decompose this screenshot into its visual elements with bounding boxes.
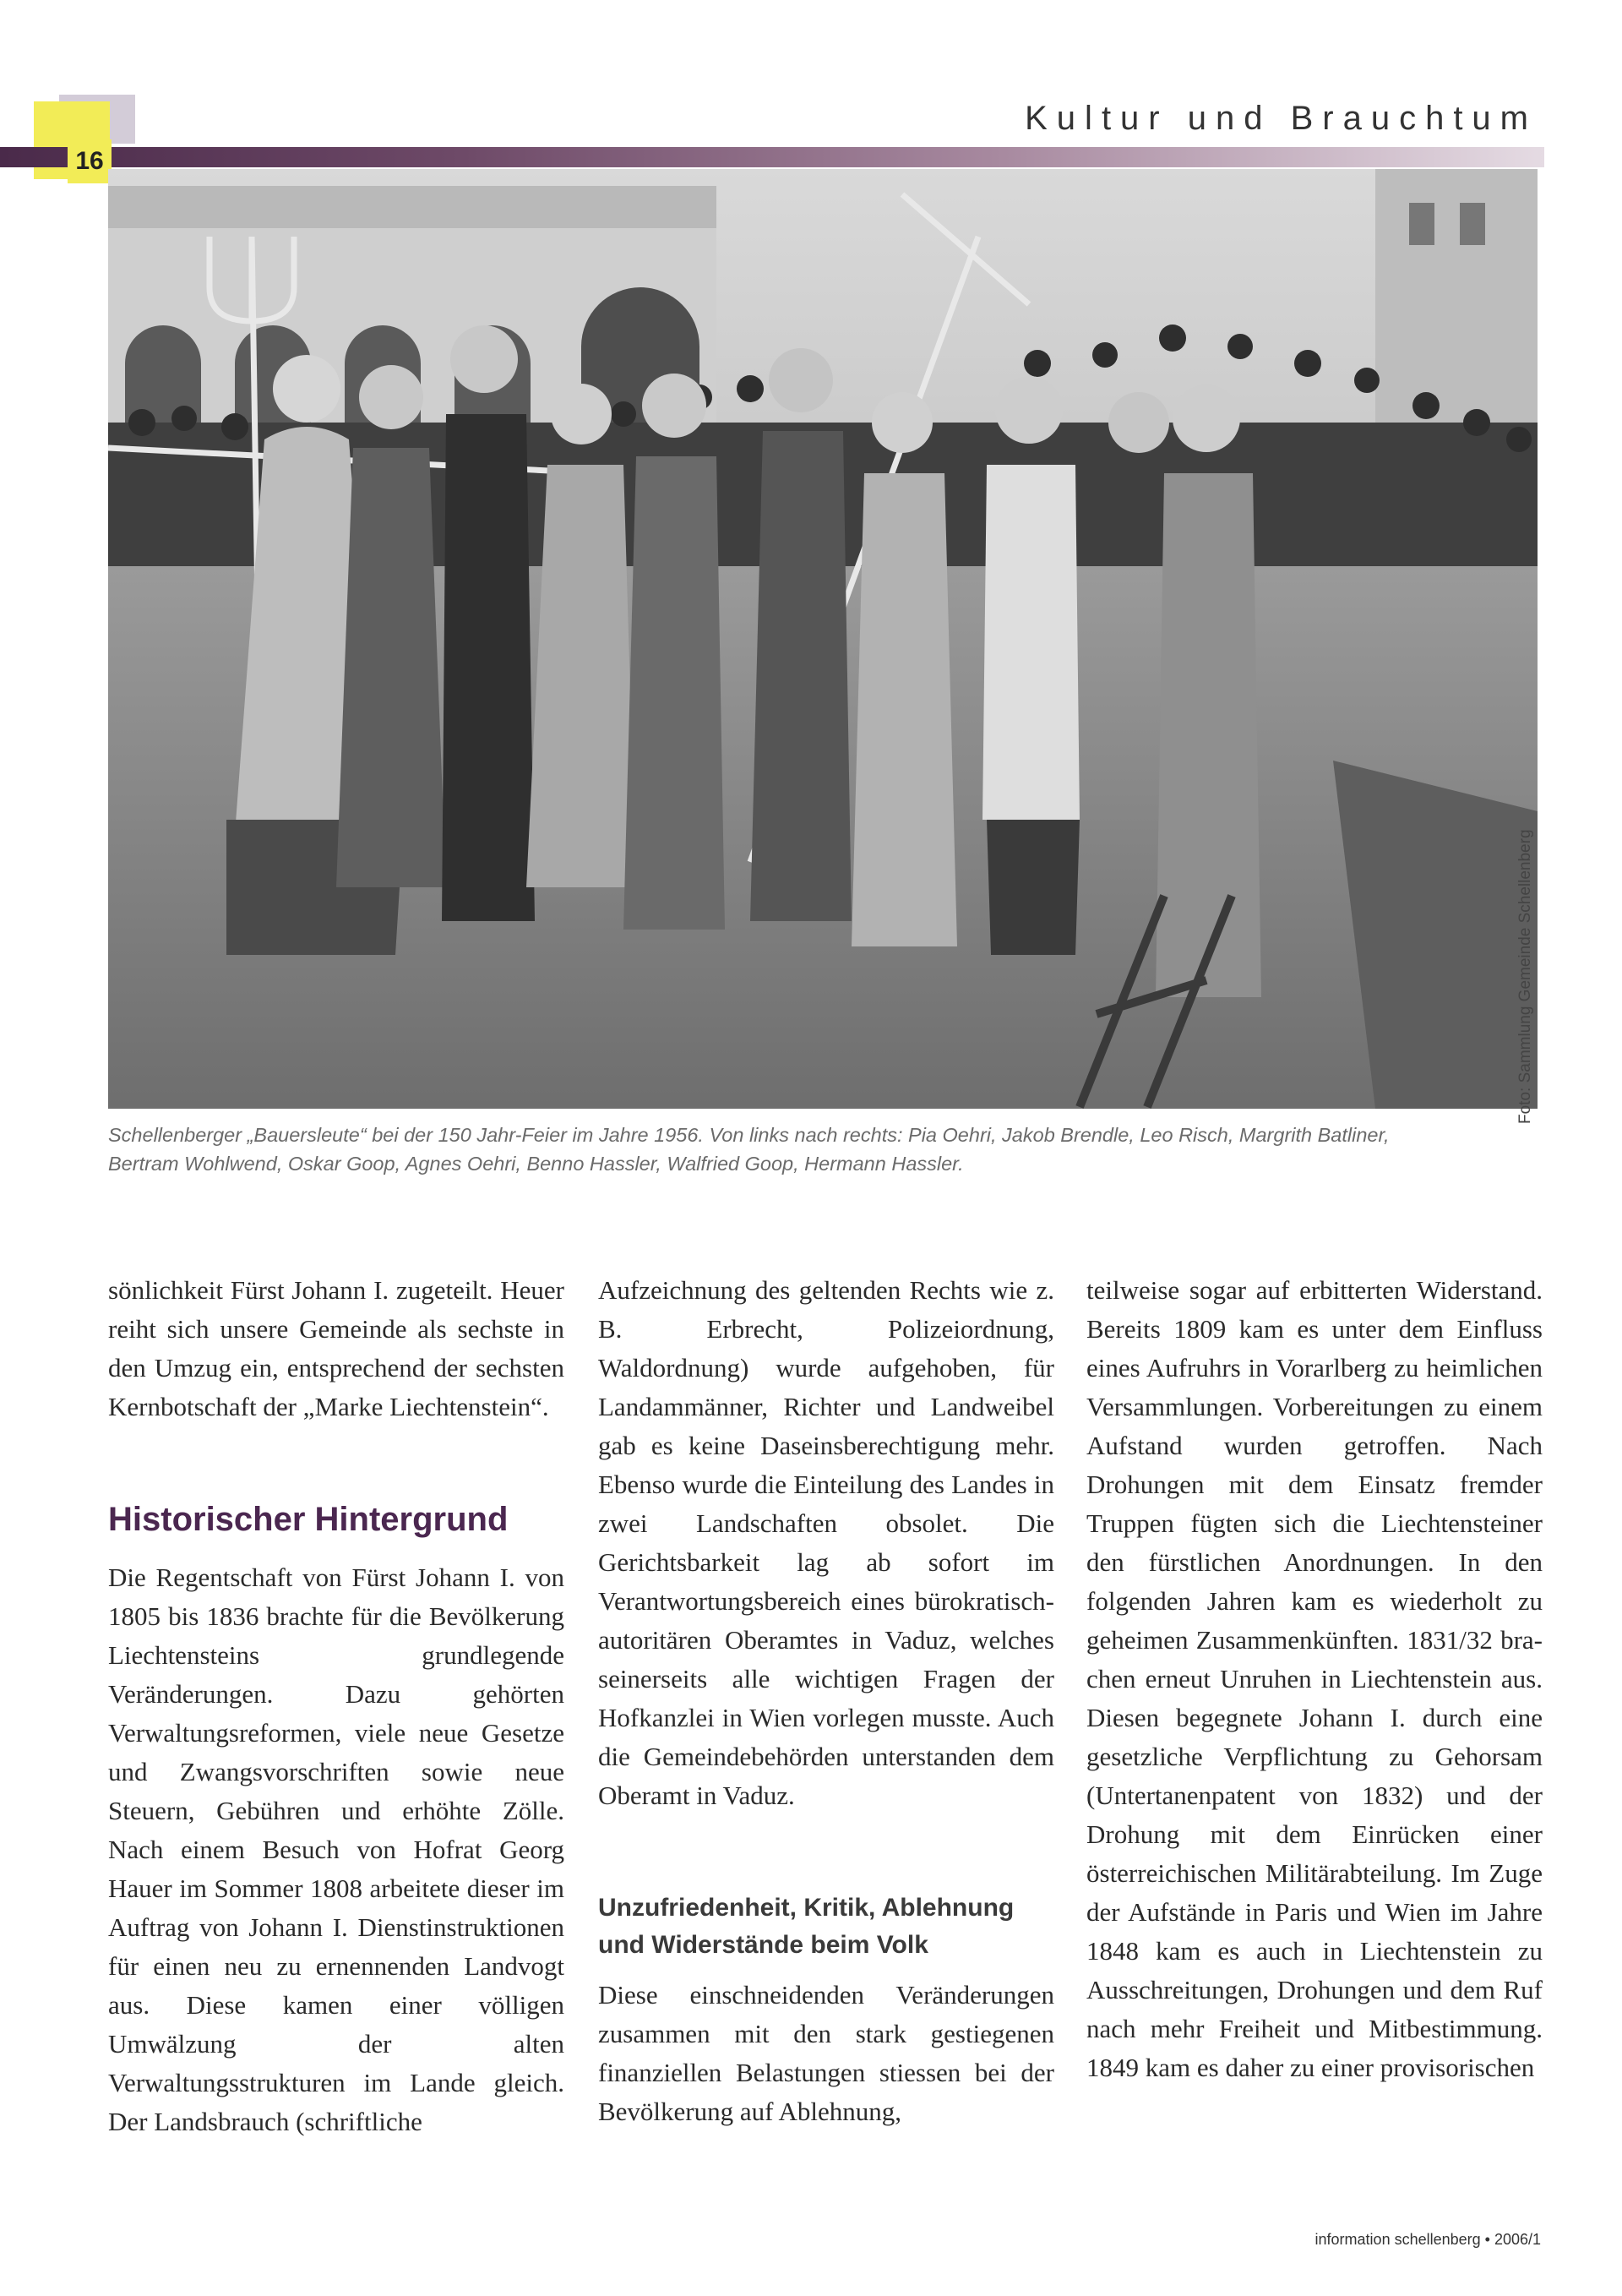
group-photo <box>108 169 1538 1109</box>
subheading-unzufriedenheit: Unzufriedenheit, Kritik, Ablehnung und Widerstände beim Volk <box>598 1894 1015 1959</box>
photo-caption: Schellenberger „Bauersleute“ bei der 150 Jahr-Feier im Jahre 1956. Von links nach rechts: Pia Oehri, Jakob Brendle, Leo Risch, Margrith Batliner, Bertram Wohlwend, Oskar Goop, Agnes Oehri, Benno Hassler, Walfried Goop, Hermann Hassler. <box>108 1124 1390 1175</box>
heading-historischer-hintergrund: Historischer Hintergrund <box>108 1501 509 1538</box>
section-title: Kultur und Brauchtum <box>1025 100 1538 137</box>
header-gradient-bar <box>0 147 1544 167</box>
page-footer: information schellenberg • 2006/1 <box>1314 2231 1541 2248</box>
page-number: 16 <box>68 139 112 183</box>
article-column-1 <box>108 1271 564 2141</box>
paragraph: Die Regentschaft von Fürst Johann I. von 1805 bis 1836 brachte für die Bevölkerung Liechtensteins grundlegende Veränderungen. Dazu gehörten Verwaltungsreformen, viele neue Gesetze und Zwangsvorschriften sowie neue Steuern, Gebühren und erhöhte Zölle. Nach einem Besuch von Hofrat Georg Hauer im Sommer 1808 arbeitete dieser im Auftrag von Johann I. Dienstinstruktionen für einen neu zu ernennenden Landvogt aus. Diese kamen einer völligen Umwälzung der alten Verwaltungsstrukturen im Lande gleich. Der Landsbrauch (schriftliche <box>108 1562 564 2136</box>
article-column-2 <box>598 1271 1054 2131</box>
photo-credit-text: Foto: Sammlung Gemeinde Schellenberg <box>1516 829 1534 1124</box>
paragraph: Aufzeichnung des geltenden Rechts wie z. B. Erbrecht, Polizeiordnung, Waldordnung) wurde aufgehoben, für Landammänner, Richter und Landweibel gab es keine Daseinsberechtigung mehr. Ebenso wurde die Einteilung des Landes in zwei Landschaften obsolet. Die Gerichtsbarkeit lag ab sofort im Verantwortungsbereich eines bürokratisch-autoritären Oberamtes in Vaduz, welches seinerseits alle wichtigen Fragen der Hofkanzlei in Wien vorlegen musste. Auch die Gemeindebehörden unterstanden dem Oberamt in Vaduz. <box>598 1275 1054 1810</box>
article-column-3 <box>1086 1271 1543 2087</box>
paragraph-intro: sönlichkeit Fürst Johann I. zugeteilt. Heuer reiht sich unsere Gemeinde als sechste in den Umzug ein, entsprechend der sechsten Kernbotschaft der „Marke Liechtenstein“. <box>108 1275 564 1421</box>
photo-illustration <box>108 169 1538 1109</box>
paragraph: Diese einschneidenden Veränderungen zusammen mit den stark gestiegenen finanziellen Belastungen stiessen bei der Bevölkerung auf Ablehnung, <box>598 1980 1054 2126</box>
paragraph: teilweise sogar auf erbitterten Widerstand. Bereits 1809 kam es unter dem Einfluss eines Aufruhrs in Vorarlberg zu heimlichen Versammlungen. Vorbereitungen zu einem Aufstand wurden getroffen. Nach Drohungen mit dem Einsatz fremder Truppen fügten sich die Liechtensteiner den fürstlichen Anordnungen. In den folgenden Jahren kam es wiederholt zu geheimen Zusammenkünften. 1831/32 brachen erneut Unruhen in Liechtenstein aus. Diesen begegnete Johann I. durch eine gesetzliche Verpflichtung zu Gehorsam (Untertanenpatent von 1832) und der Drohung mit dem Einrücken einer österreichischen Militärabteilung. Im Zuge der Aufstände in Paris und Wien im Jahre 1848 kam es auch in Liechtenstein zu Ausschreitungen, Drohungen und dem Ruf nach mehr Freiheit und Mitbestimmung. 1849 kam es daher zu einer provisorischen <box>1086 1275 1543 2082</box>
